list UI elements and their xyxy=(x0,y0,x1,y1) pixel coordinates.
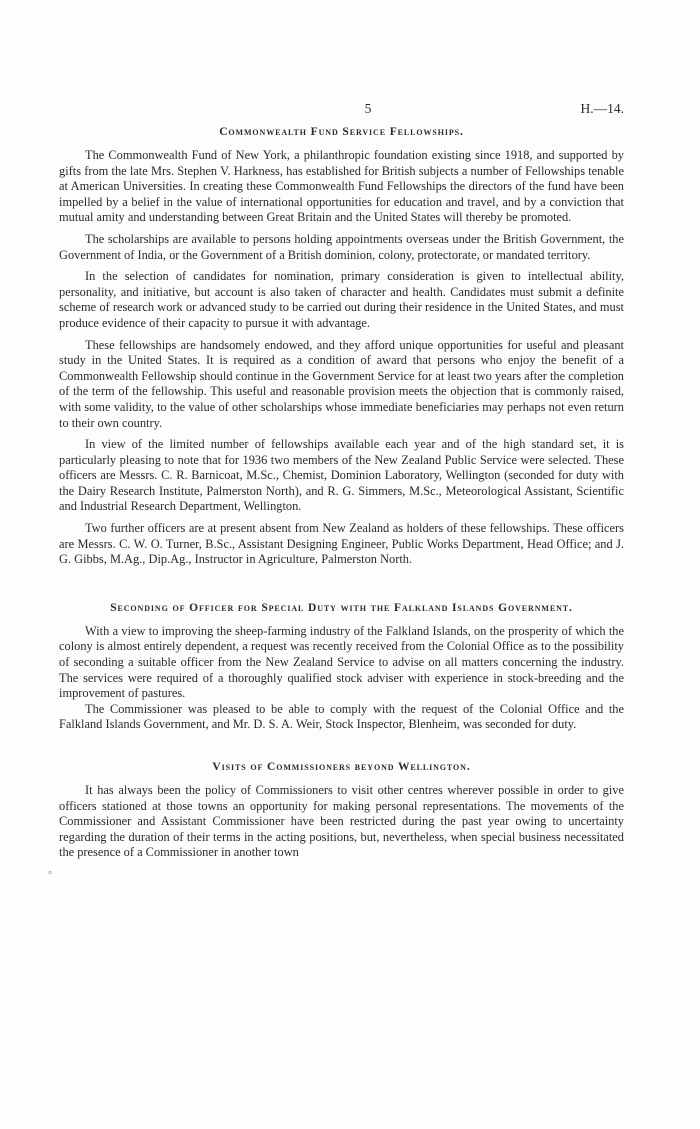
paragraph: These fellowships are handsomely endowed, and they afford unique opportunities for useful and pleasant study in the United States. It is required as a condition of award that persons who enjoy the benefit of a Commonwealth Fellowship should continue in the Government Service for at least two years after the completion of the term of the fellowship. This useful and reasonable provision meets the objection that is commonly raised, with some validity, to the value of other scholarships whose immediate beneficiaries may perhaps not even return to their own country. xyxy=(59,337,624,430)
paragraph: Two further officers are at present absent from New Zealand as holders of these fellowships. These officers are Messrs. C. W. O. Turner, B.Sc., Assistant Designing Engineer, Public Works Department, Head Office; and J. G. Gibbs, M.Ag., Dip.Ag., Instructor in Agriculture, Palmerston North. xyxy=(59,521,624,567)
section-commonwealth-fellowships xyxy=(59,124,624,568)
paragraph: It has always been the policy of Commissioners to visit other centres wherever possible in order to give officers stationed at those towns an opportunity for making personal representations. The movements of the Commissioner and Assistant Commissioner have been restricted during the past year owing to uncertainty regarding the duration of their terms in the acting positions, but, nevertheless, when special business necessitated the presence of a Commissioner in another town xyxy=(59,783,624,860)
margin-speck: ° xyxy=(48,870,52,881)
paragraph: In view of the limited number of fellowships available each year and of the high standard set, it is particularly pleasing to note that for 1936 two members of the New Zealand Public Service were selected. These officers are Messrs. C. R. Barnicoat, M.Sc., Chemist, Dominion Laboratory, Wellington (seconded for duty with the Dairy Research Institute, Palmerston North), and R. G. Simmers, M.Sc., Meteorological Assistant, Scientific and Industrial Research Department, Wellington. xyxy=(59,437,624,514)
paragraph: The Commonwealth Fund of New York, a philanthropic foundation existing since 1918, and supported by gifts from the late Mrs. Stephen V. Harkness, has established for British subjects a number of Fellowships tenable at American Universities. In creating these Commonwealth Fund Fellowships the directors of the fund have been impelled by a belief in the value of international opportunities for education and travel, and by a conviction that mutual amity and understanding between Great Britain and the United States will thereby be promoted. xyxy=(59,148,624,225)
paragraph: With a view to improving the sheep-farming industry of the Falkland Islands, on the prosperity of which the colony is almost entirely dependent, a request was recently received from the Colonial Office as to the possibility of seconding a suitable officer from the New Zealand Service to advise on all matters concerning the industry. The services were required of a thoroughly qualified stock adviser with experience in stock-breeding and the improvement of pastures. xyxy=(59,623,624,701)
document-body xyxy=(59,124,624,861)
page-header xyxy=(112,101,624,119)
paragraph: The Commissioner was pleased to be able to comply with the request of the Colonial Office and the Falkland Islands Government, and Mr. D. S. A. Weir, Stock Inspector, Blenheim, was seconded for duty. xyxy=(59,701,624,732)
section-heading: Commonwealth Fund Service Fellowships. xyxy=(219,126,464,138)
document-reference: H.—14. xyxy=(580,101,624,116)
section-heading: Seconding of Officer for Special Duty with the Falkland Islands Government. xyxy=(110,601,573,614)
section-falkland-islands-secondment xyxy=(59,600,624,733)
page-number: 5 xyxy=(364,101,372,116)
paragraph: In the selection of candidates for nomination, primary consideration is given to intellectual ability, personality, and initiative, but account is also taken of character and health. Candidates must submit a definite scheme of research work or advanced study to be carried out during their residence in the United States, and must produce evidence of their capacity to pursue it with advantage. xyxy=(59,269,624,330)
section-commissioner-visits xyxy=(59,759,624,861)
section-heading: Visits of Commissioners beyond Wellington. xyxy=(212,761,471,773)
paragraph: The scholarships are available to persons holding appointments overseas under the British Government, the Government of India, or the Government of a British dominion, colony, protectorate, or mandated territory. xyxy=(59,231,624,262)
